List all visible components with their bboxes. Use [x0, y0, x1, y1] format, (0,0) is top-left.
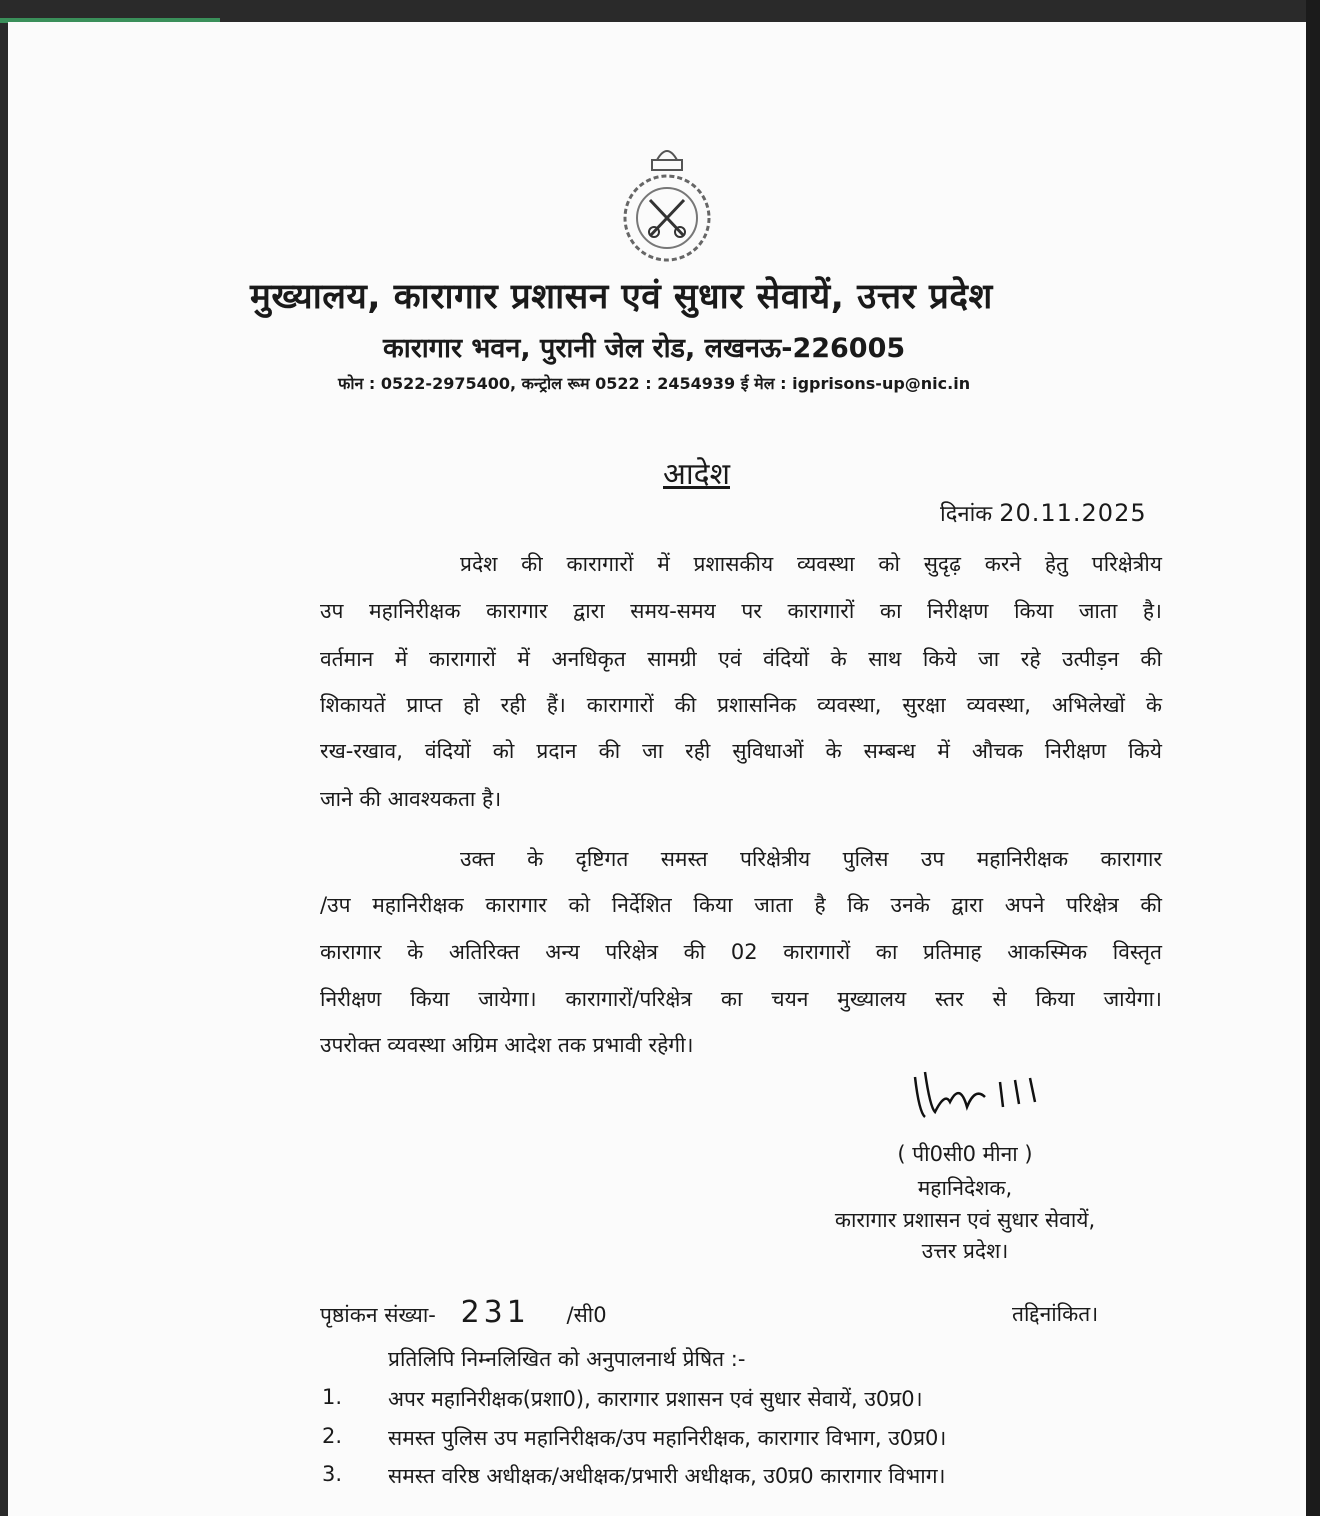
para2-line: निरीक्षण किया जायेगा। कारागारों/परिक्षेत्र का चयन मुख्यालय स्तर से किया जायेगा।: [320, 987, 1162, 1011]
signatory-state: उत्तर प्रदेश।: [921, 1239, 1009, 1263]
signatory-designation: महानिदेशक,: [917, 1176, 1013, 1200]
endorsement-label: पृष्ठांकन संख्या-: [320, 1303, 436, 1327]
date-label: दिनांक: [940, 502, 993, 527]
signatory-department: कारागार प्रशासन एवं सुधार सेवायें,: [834, 1208, 1096, 1232]
recipient-text: समस्त पुलिस उप महानिरीक्षक/उप महानिरीक्षक, कारागार विभाग, उ0प्र0।: [388, 1426, 947, 1450]
scan-edge: [1306, 0, 1320, 1516]
para2-line: कारागार के अतिरिक्त अन्य परिक्षेत्र की 02 कारागारों का प्रतिमाह आकस्मिक विस्तृत: [320, 940, 1162, 964]
endorsement-suffix: /सी0: [566, 1303, 607, 1327]
para1-line: उप महानिरीक्षक कारागार द्वारा समय-समय पर कारागारों का निरीक्षण किया जाता है।: [320, 599, 1162, 623]
recipient-text: समस्त वरिष्ठ अधीक्षक/अधीक्षक/प्रभारी अधीक्षक, उ0प्र0 कारागार विभाग।: [388, 1464, 946, 1488]
para1-line: शिकायतें प्राप्त हो रही हैं। कारागारों की प्रशासनिक व्यवस्था, सुरक्षा व्यवस्था, अभिलेखों के: [320, 693, 1162, 717]
signatory-name: ( पी0सी0 मीना ): [897, 1142, 1033, 1166]
order-title: आदेश: [663, 457, 730, 492]
para1-line: रख-रखाव, वंदियों को प्रदान की जा रही सुविधाओं के सम्बन्ध में औचक निरीक्षण किये: [320, 739, 1162, 763]
recipient-number: 1.: [322, 1385, 343, 1409]
para2-line: उक्त के दृष्टिगत समस्त परिक्षेत्रीय पुलिस उप महानिरीक्षक कारागार: [460, 847, 1162, 871]
para1-line: जाने की आवश्यकता है।: [320, 787, 502, 811]
endorsement-value: 231: [460, 1295, 530, 1330]
order-date: [940, 498, 1147, 528]
recipient-text: अपर महानिरीक्षक(प्रशा0), कारागार प्रशासन एवं सुधार सेवायें, उ0प्र0।: [388, 1387, 923, 1411]
recipient-number: 2.: [322, 1424, 343, 1448]
para2-line: उपरोक्त व्यवस्था अग्रिम आदेश तक प्रभावी रहेगी।: [320, 1033, 694, 1057]
copy-intro: प्रतिलिपि निम्नलिखित को अनुपालनार्थ प्रेषित :-: [388, 1347, 746, 1371]
office-contact: फोन : 0522-2975400, कन्ट्रोल रूम 0522 : 2454939 ई मेल : igprisons-up@nic.in: [338, 374, 971, 393]
para2-line: /उप महानिरीक्षक कारागार को निर्देशित किया जाता है कि उनके द्वारा अपने परिक्षेत्र की: [320, 893, 1162, 917]
endorsement-number: [320, 1295, 607, 1330]
endorsement-dated: तद्दिनांकित।: [1012, 1302, 1099, 1326]
date-value: 20.11.2025: [999, 499, 1147, 527]
office-address: कारागार भवन, पुरानी जेल रोड, लखनऊ-226005: [383, 333, 906, 364]
para1-line: प्रदेश की कारागारों में प्रशासकीय व्यवस्था को सुदृढ़ करने हेतु परिक्षेत्रीय: [460, 552, 1162, 576]
office-heading: मुख्यालय, कारागार प्रशासन एवं सुधार सेवायें, उत्तर प्रदेश: [250, 277, 993, 317]
para1-line: वर्तमान में कारागारों में अनधिकृत सामग्री एवं वंदियों के साथ किये जा रहे उत्पीड़न की: [320, 647, 1162, 671]
recipient-number: 3.: [322, 1462, 343, 1486]
prison-emblem-icon: [612, 140, 722, 270]
signature-scribble: [905, 1062, 1055, 1132]
